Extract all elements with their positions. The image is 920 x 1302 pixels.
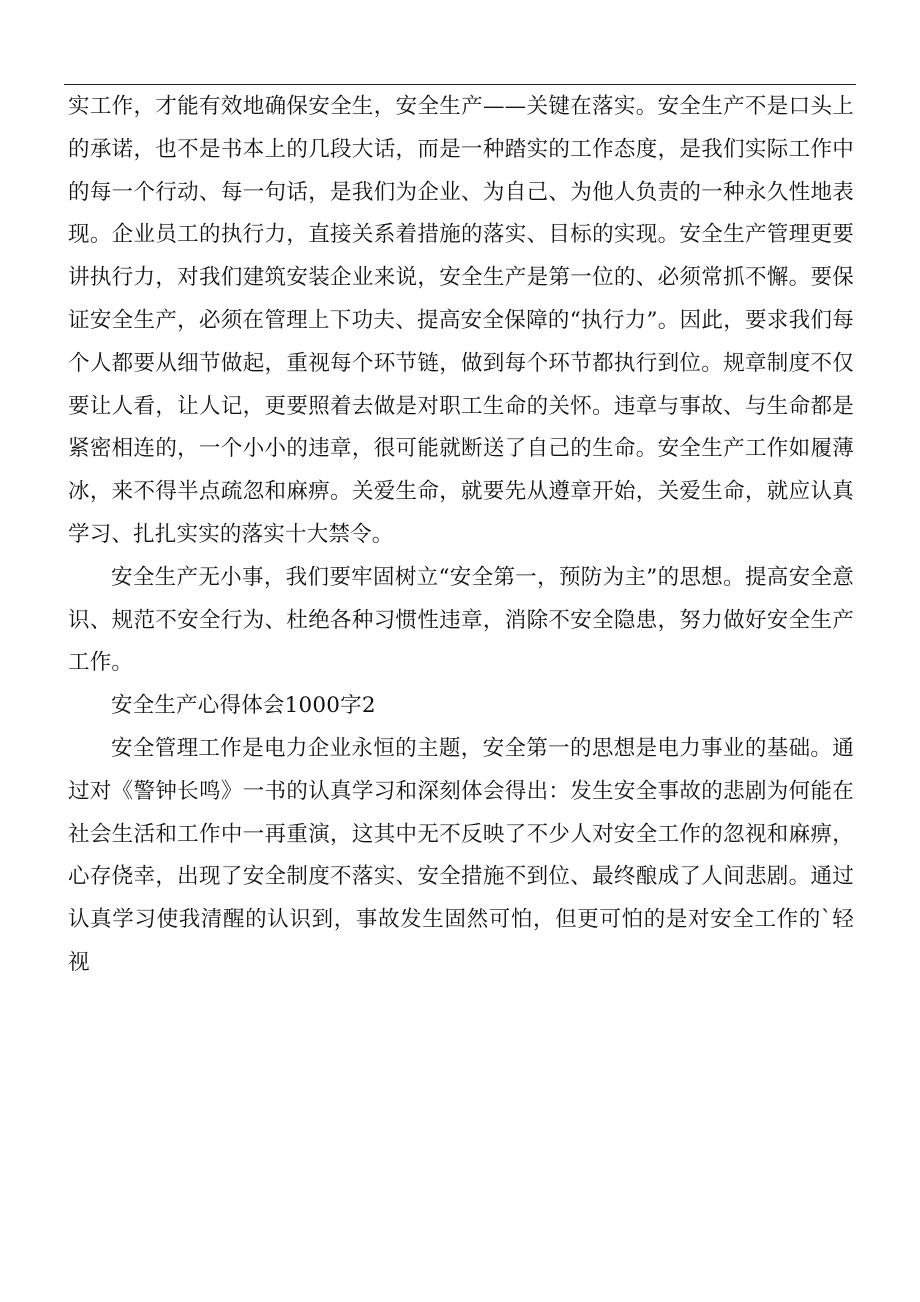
paragraph-safety-first: 安全生产无小事，我们要牢固树立“安全第一，预防为主”的思想。提高安全意识、规范不安全行为、杜绝各种习惯性违章，消除不安全隐患，努力做好安全生产工作。 bbox=[68, 564, 854, 676]
paragraph-continuation: 实工作，才能有效地确保安全生，安全生产——关键在落实。安全生产不是口头上的承诺，也不是书本上的几段大话，而是一种踏实的工作态度，是我们实际工作中的每一个行动、每一句话，是我们为企业、为自己、为他人负责的一种永久性地表现。企业员工的执行力，直接关系着措施的落实、目标的实现。安全生产管理更要讲执行力，对我们建筑安装企业来说，安全生产是第一位的、必须常抓不懈。要保证安全生产，必须在管理上下功夫、提高安全保障的“执行力”。因此，要求我们每个人都要从细节做起，重视每个环节链，做到每个环节都执行到位。规章制度不仅要让人看，让人记，更要照着去做是对职工生命的关怀。违章与事故、与生命都是紧密相连的，一个小小的违章，很可能就断送了自己的生命。安全生产工作如履薄冰，来不得半点疏忽和麻痹。关爱生命，就要先从遵章开始，关爱生命，就应认真学习、扎扎实实的落实十大禁令。 bbox=[68, 94, 854, 547]
paragraph-power-enterprise: 安全管理工作是电力企业永恒的主题，安全第一的思想是电力事业的基础。通过对《警钟长鸣》一书的认真学习和深刻体会得出：发生安全事故的悲剧为何能在社会生活和工作中一再重演，这其中无不反映了不少人对安全工作的忽视和麻痹，心存侥幸，出现了安全制度不落实、安全措施不到位、最终酿成了人间悲剧。通过认真学习使我清醒的认识到，事故发生固然可怕，但更可怕的是对安全工作的`轻视 bbox=[68, 735, 854, 975]
header-rule bbox=[64, 84, 856, 85]
document-body bbox=[68, 86, 854, 985]
section-heading: 安全生产心得体会1000字2 bbox=[111, 693, 376, 719]
